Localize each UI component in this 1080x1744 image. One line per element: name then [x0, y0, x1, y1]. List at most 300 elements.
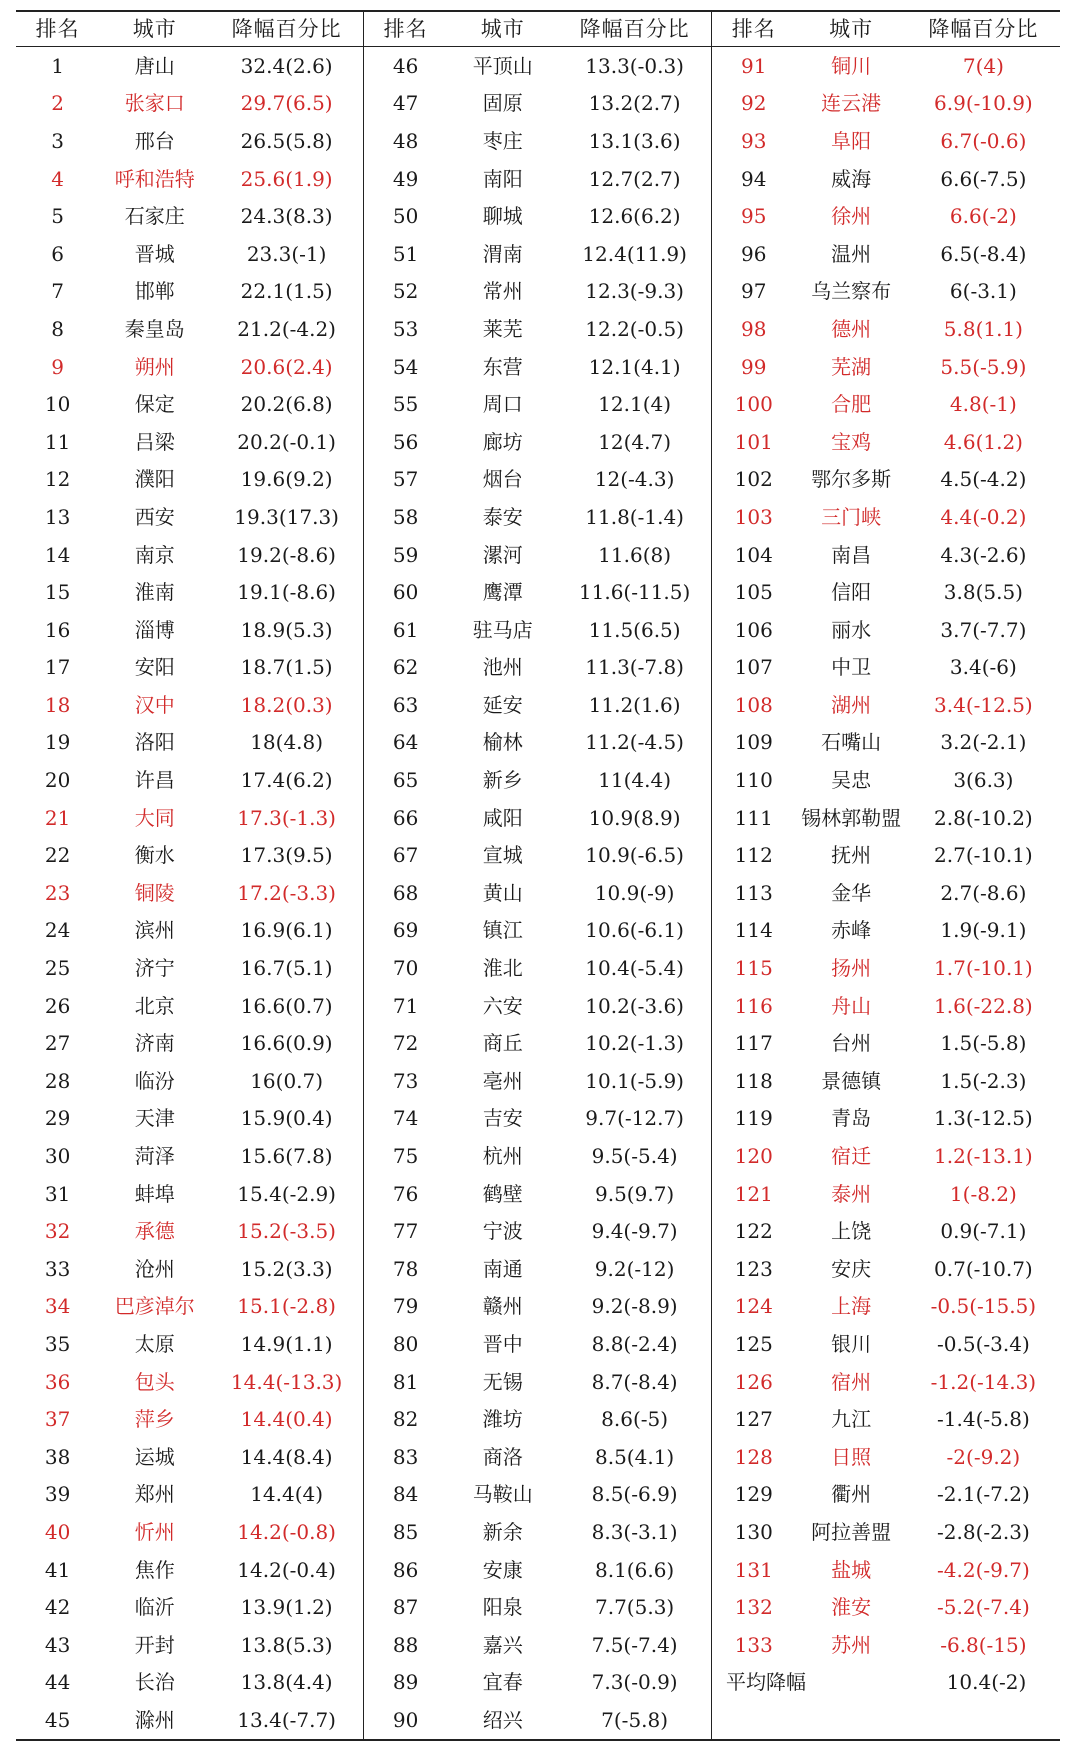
decline-percent-cell: 3.7(-7.7): [940, 617, 1027, 642]
rank-cell: 86: [392, 1557, 419, 1582]
rank-cell: 85: [392, 1519, 419, 1544]
city-cell: 合肥: [831, 392, 872, 417]
row-group: [364, 461, 712, 499]
rank-cell: 48: [392, 128, 419, 153]
row-group: [712, 1476, 1060, 1514]
city-cell: 鄂尔多斯: [811, 467, 892, 492]
rank-cell: 81: [392, 1369, 419, 1394]
city-cell: 蚌埠: [134, 1181, 175, 1206]
city-cell: 镇江: [482, 918, 523, 943]
city-cell: 朔州: [134, 354, 175, 379]
row-group: [364, 1062, 712, 1100]
row-group: [712, 611, 1060, 649]
city-cell: 济南: [134, 1031, 175, 1056]
city-cell: 南通: [482, 1256, 523, 1281]
decline-percent-cell: -2.1(-7.2): [937, 1482, 1030, 1507]
decline-percent-cell: 22.1(1.5): [240, 279, 333, 304]
rank-cell: 39: [44, 1482, 71, 1507]
table-row: [16, 461, 1060, 499]
rank-cell: 127: [734, 1407, 773, 1432]
rank-cell: 115: [734, 956, 773, 981]
city-cell: 唐山: [134, 53, 175, 78]
rank-cell: 28: [44, 1068, 71, 1093]
row-group: [16, 1363, 364, 1401]
city-cell: 景德镇: [821, 1068, 882, 1093]
city-cell: 焦作: [134, 1557, 175, 1582]
city-cell: 北京: [134, 993, 175, 1018]
rank-cell: 15: [44, 580, 71, 605]
row-group: [712, 949, 1060, 987]
decline-percent-cell: 17.4(6.2): [240, 768, 333, 793]
row-group: [16, 1288, 364, 1326]
header-group-2: [364, 12, 712, 46]
city-cell: 开封: [134, 1632, 175, 1657]
city-cell: 运城: [134, 1444, 175, 1469]
row-group: [712, 1701, 1060, 1739]
decline-percent-cell: 4.4(-0.2): [940, 504, 1027, 529]
city-cell: 南京: [134, 542, 175, 567]
decline-percent-cell: 18.7(1.5): [240, 655, 333, 680]
row-group: [16, 573, 364, 611]
table-row: [16, 1701, 1060, 1739]
rank-cell: 131: [734, 1557, 773, 1582]
city-cell: 商洛: [482, 1444, 523, 1469]
decline-percent-cell: 9.7(-12.7): [585, 1106, 684, 1131]
row-group: [712, 799, 1060, 837]
row-group: [16, 836, 364, 874]
row-group: [712, 197, 1060, 235]
decline-percent-cell: 17.2(-3.3): [237, 880, 336, 905]
row-group: [364, 1664, 712, 1702]
decline-percent-cell: 3.2(-2.1): [940, 730, 1027, 755]
rank-cell: 90: [392, 1707, 419, 1732]
rank-cell: 111: [734, 805, 773, 830]
decline-percent-cell: 5.5(-5.9): [940, 354, 1027, 379]
city-cell: 张家口: [124, 91, 185, 116]
decline-percent-cell: 16.6(0.9): [240, 1031, 333, 1056]
rank-cell: 119: [734, 1106, 773, 1131]
decline-percent-cell: 8.8(-2.4): [591, 1331, 678, 1356]
row-group: [16, 423, 364, 461]
average-decline-value: 10.4(-2): [946, 1670, 1027, 1695]
city-cell: 宜春: [482, 1670, 523, 1695]
row-group: [712, 348, 1060, 386]
city-cell: 亳州: [482, 1068, 523, 1093]
row-group: [364, 1626, 712, 1664]
city-cell: 宣城: [482, 843, 523, 868]
rank-cell: 14: [44, 542, 71, 567]
row-group: [364, 611, 712, 649]
city-cell: 固原: [482, 91, 523, 116]
row-group: [16, 1664, 364, 1702]
city-cell: 湖州: [831, 692, 872, 717]
city-cell: 宿迁: [831, 1144, 872, 1169]
rank-cell: 2: [51, 91, 64, 116]
city-cell: 太原: [134, 1331, 175, 1356]
decline-percent-cell: 8.6(-5): [601, 1407, 669, 1432]
row-group: [712, 160, 1060, 198]
table-row: [16, 1476, 1060, 1514]
row-group: [16, 724, 364, 762]
decline-percent-cell: 1.2(-13.1): [934, 1144, 1033, 1169]
decline-percent-cell: 1.3(-12.5): [934, 1106, 1033, 1131]
decline-percent-cell: 7(-5.8): [601, 1707, 669, 1732]
decline-percent-cell: 11.5(6.5): [588, 617, 681, 642]
table-row: [16, 1062, 1060, 1100]
decline-percent-cell: 15.2(3.3): [240, 1256, 333, 1281]
rank-cell: 10: [44, 392, 71, 417]
decline-percent-cell: 6(-3.1): [949, 279, 1017, 304]
row-group: [712, 1513, 1060, 1551]
city-cell: 新乡: [482, 768, 523, 793]
row-group: [16, 310, 364, 348]
rank-cell: 125: [734, 1331, 773, 1356]
decline-percent-cell: -0.5(-3.4): [937, 1331, 1030, 1356]
rank-cell: 123: [734, 1256, 773, 1281]
row-group: [16, 1137, 364, 1175]
decline-percent-cell: 2.8(-10.2): [934, 805, 1033, 830]
city-cell: 菏泽: [134, 1144, 175, 1169]
rank-cell: 55: [392, 392, 419, 417]
rank-cell: 94: [741, 166, 767, 191]
city-cell: 宝鸡: [831, 429, 872, 454]
decline-percent-cell: 11(4.4): [598, 768, 672, 793]
decline-percent-cell: 8.5(4.1): [595, 1444, 675, 1469]
row-group: [364, 649, 712, 687]
row-group: [16, 385, 364, 423]
city-cell: 温州: [831, 241, 872, 266]
city-cell: 杭州: [482, 1144, 523, 1169]
city-cell: 保定: [134, 392, 175, 417]
city-cell: 商丘: [482, 1031, 523, 1056]
table-row: [16, 799, 1060, 837]
row-group: [16, 461, 364, 499]
row-group: [364, 799, 712, 837]
city-cell: 金华: [831, 880, 872, 905]
city-cell: 鹰潭: [482, 580, 523, 605]
rank-cell: 69: [392, 918, 419, 943]
rank-cell: 8: [51, 316, 64, 341]
decline-percent-cell: 14.2(-0.8): [237, 1519, 336, 1544]
city-cell: 铜川: [831, 53, 872, 78]
row-group: [16, 1476, 364, 1514]
row-group: [364, 1400, 712, 1438]
decline-percent-cell: 14.4(8.4): [240, 1444, 333, 1469]
city-cell: 渭南: [482, 241, 523, 266]
decline-percent-cell: 18.2(0.3): [240, 692, 333, 717]
city-cell: 石嘴山: [821, 730, 882, 755]
decline-percent-cell: 13.4(-7.7): [237, 1707, 336, 1732]
decline-percent-cell: 15.6(7.8): [240, 1144, 333, 1169]
row-group: [712, 686, 1060, 724]
decline-percent-cell: 7(4): [962, 53, 1004, 78]
rank-cell: 73: [392, 1068, 419, 1093]
rank-cell: 80: [392, 1331, 419, 1356]
row-group: [16, 1212, 364, 1250]
city-cell: 常州: [482, 279, 523, 304]
header-decline-percent: 降幅百分比: [231, 16, 342, 41]
row-group: [364, 160, 712, 198]
rank-cell: 112: [734, 843, 773, 868]
row-group: [712, 724, 1060, 762]
city-cell: 三门峡: [821, 504, 882, 529]
rank-cell: 38: [44, 1444, 71, 1469]
decline-percent-cell: 25.6(1.9): [240, 166, 333, 191]
city-cell: 威海: [831, 166, 872, 191]
rank-cell: 76: [392, 1181, 419, 1206]
city-cell: 上海: [831, 1294, 872, 1319]
rank-cell: 92: [741, 91, 767, 116]
rank-cell: 17: [44, 655, 71, 680]
table-row: [16, 1513, 1060, 1551]
city-cell: 南阳: [482, 166, 523, 191]
city-cell: 榆林: [482, 730, 523, 755]
rank-cell: 37: [44, 1407, 71, 1432]
decline-percent-cell: 6.9(-10.9): [934, 91, 1033, 116]
row-group: [16, 1626, 364, 1664]
table-row: [16, 536, 1060, 574]
decline-percent-cell: 3.4(-6): [949, 655, 1017, 680]
row-group: [16, 686, 364, 724]
row-group: [16, 799, 364, 837]
city-cell: 新余: [482, 1519, 523, 1544]
rank-cell: 102: [734, 467, 773, 492]
table-row: [16, 85, 1060, 123]
rank-cell: 95: [741, 204, 767, 229]
decline-percent-cell: 3(6.3): [953, 768, 1014, 793]
city-cell: 芜湖: [831, 354, 872, 379]
header-group-1: [16, 12, 364, 46]
city-cell: 东营: [482, 354, 523, 379]
city-cell: 抚州: [831, 843, 872, 868]
rank-cell: 89: [392, 1670, 419, 1695]
city-cell: 池州: [482, 655, 523, 680]
decline-percent-cell: 12.1(4.1): [588, 354, 681, 379]
rank-cell: 130: [734, 1519, 773, 1544]
table-row: [16, 987, 1060, 1025]
header-decline-percent: 降幅百分比: [928, 16, 1039, 41]
row-group: [712, 1626, 1060, 1664]
row-group: [16, 235, 364, 273]
city-cell: 周口: [482, 392, 523, 417]
row-group: [16, 273, 364, 311]
row-group: [712, 874, 1060, 912]
decline-percent-cell: 13.9(1.2): [240, 1595, 333, 1620]
decline-percent-cell: 12.7(2.7): [588, 166, 681, 191]
rank-cell: 57: [392, 467, 419, 492]
row-group: [712, 461, 1060, 499]
row-group: [364, 385, 712, 423]
city-cell: 无锡: [482, 1369, 523, 1394]
row-group: [16, 649, 364, 687]
decline-percent-cell: 8.3(-3.1): [591, 1519, 678, 1544]
rank-cell: 45: [44, 1707, 71, 1732]
row-group: [712, 836, 1060, 874]
row-group: [364, 1513, 712, 1551]
city-cell: 邢台: [134, 128, 175, 153]
rank-cell: 22: [44, 843, 71, 868]
rank-cell: 4: [51, 166, 64, 191]
row-group: [364, 1137, 712, 1175]
decline-percent-cell: 16.6(0.7): [240, 993, 333, 1018]
rank-cell: 59: [392, 542, 419, 567]
city-cell: 咸阳: [482, 805, 523, 830]
table-row: [16, 1626, 1060, 1664]
row-group: [712, 987, 1060, 1025]
row-group: [364, 1438, 712, 1476]
table-row: [16, 310, 1060, 348]
decline-percent-cell: 15.1(-2.8): [237, 1294, 336, 1319]
table-row: [16, 761, 1060, 799]
decline-percent-cell: 19.3(17.3): [234, 504, 339, 529]
row-group: [364, 498, 712, 536]
table-body: [16, 47, 1060, 1739]
rank-cell: 104: [734, 542, 773, 567]
decline-percent-cell: 0.7(-10.7): [934, 1256, 1033, 1281]
decline-percent-cell: 12.1(4): [598, 392, 672, 417]
row-group: [16, 498, 364, 536]
header-group-3: [712, 12, 1060, 46]
rank-cell: 62: [392, 655, 419, 680]
rank-cell: 54: [392, 354, 419, 379]
city-cell: 嘉兴: [482, 1632, 523, 1657]
decline-percent-cell: 11.2(-4.5): [585, 730, 684, 755]
row-group: [16, 122, 364, 160]
city-cell: 聊城: [482, 204, 523, 229]
city-cell: 绍兴: [482, 1707, 523, 1732]
rank-cell: 106: [734, 617, 773, 642]
rank-cell: 23: [44, 880, 71, 905]
decline-percent-cell: 8.1(6.6): [595, 1557, 675, 1582]
row-group: [364, 573, 712, 611]
row-group: [712, 649, 1060, 687]
decline-percent-cell: -4.2(-9.7): [937, 1557, 1030, 1582]
city-cell: 衢州: [831, 1482, 872, 1507]
rank-cell: 101: [734, 429, 773, 454]
rank-cell: 58: [392, 504, 419, 529]
decline-percent-cell: 10.9(-6.5): [585, 843, 684, 868]
decline-percent-cell: 20.6(2.4): [240, 354, 333, 379]
city-cell: 济宁: [134, 956, 175, 981]
row-group: [16, 611, 364, 649]
rank-cell: 66: [392, 805, 419, 830]
row-group: [712, 1288, 1060, 1326]
decline-percent-cell: 13.8(4.4): [240, 1670, 333, 1695]
table-row: [16, 273, 1060, 311]
rank-cell: 51: [392, 241, 419, 266]
rank-cell: 122: [734, 1219, 773, 1244]
city-cell: 晋城: [134, 241, 175, 266]
city-cell: 滁州: [134, 1707, 175, 1732]
rank-cell: 63: [392, 692, 419, 717]
rank-cell: 50: [392, 204, 419, 229]
decline-percent-cell: 16.7(5.1): [240, 956, 333, 981]
city-cell: 中卫: [831, 655, 872, 680]
decline-percent-cell: -1.4(-5.8): [937, 1407, 1030, 1432]
decline-percent-cell: -2.8(-2.3): [937, 1519, 1030, 1544]
city-cell: 宿州: [831, 1369, 872, 1394]
row-group: [364, 1024, 712, 1062]
row-group: [712, 273, 1060, 311]
decline-percent-cell: 1.6(-22.8): [934, 993, 1033, 1018]
table-row: [16, 949, 1060, 987]
row-group: [712, 47, 1060, 85]
row-group: [364, 348, 712, 386]
table-row: [16, 611, 1060, 649]
rank-cell: 109: [734, 730, 773, 755]
decline-percent-cell: 12.4(11.9): [582, 241, 687, 266]
city-cell: 阜阳: [831, 128, 872, 153]
table-row: [16, 423, 1060, 461]
table-row: [16, 122, 1060, 160]
row-group: [364, 122, 712, 160]
decline-percent-cell: 9.4(-9.7): [591, 1219, 678, 1244]
row-group: [364, 949, 712, 987]
city-cell: 沧州: [134, 1256, 175, 1281]
header-rank: 排名: [35, 16, 80, 41]
city-cell: 潍坊: [482, 1407, 523, 1432]
rank-cell: 34: [44, 1294, 71, 1319]
decline-percent-cell: 3.4(-12.5): [934, 692, 1033, 717]
table-row: [16, 1288, 1060, 1326]
decline-percent-cell: 10.4(-5.4): [585, 956, 684, 981]
row-group: [712, 498, 1060, 536]
decline-percent-cell: 10.2(-1.3): [585, 1031, 684, 1056]
city-cell: 扬州: [831, 956, 872, 981]
decline-percent-cell: 13.8(5.3): [240, 1632, 333, 1657]
decline-percent-cell: 10.2(-3.6): [585, 993, 684, 1018]
rank-cell: 82: [392, 1407, 419, 1432]
table-row: [16, 1325, 1060, 1363]
rank-cell: 11: [44, 429, 71, 454]
city-cell: 淮北: [482, 956, 523, 981]
city-cell: 吴忠: [831, 768, 872, 793]
rank-cell: 114: [734, 918, 773, 943]
decline-percent-cell: 14.4(0.4): [240, 1407, 333, 1432]
rank-cell: 71: [392, 993, 419, 1018]
rank-cell: 110: [734, 768, 773, 793]
decline-percent-cell: 17.3(9.5): [240, 843, 333, 868]
decline-percent-cell: 8.7(-8.4): [591, 1369, 678, 1394]
decline-percent-cell: 19.2(-8.6): [237, 542, 336, 567]
decline-percent-cell: 32.4(2.6): [240, 53, 333, 78]
decline-percent-cell: -5.2(-7.4): [937, 1595, 1030, 1620]
table-row: [16, 348, 1060, 386]
table-row: [16, 724, 1060, 762]
row-group: [364, 536, 712, 574]
average-decline-label: 平均降幅: [725, 1670, 806, 1695]
row-group: [712, 122, 1060, 160]
rank-cell: 16: [44, 617, 71, 642]
rank-cell: 99: [741, 354, 767, 379]
city-cell: 漯河: [482, 542, 523, 567]
rank-cell: 6: [51, 241, 64, 266]
row-group: [364, 686, 712, 724]
city-cell: 台州: [831, 1031, 872, 1056]
decline-percent-cell: 17.3(-1.3): [237, 805, 336, 830]
decline-percent-cell: 10.1(-5.9): [585, 1068, 684, 1093]
city-cell: 安庆: [831, 1256, 872, 1281]
city-cell: 巴彦淖尔: [114, 1294, 195, 1319]
rank-cell: 18: [44, 692, 71, 717]
row-group: [712, 1100, 1060, 1138]
rank-cell: 91: [741, 53, 767, 78]
rank-cell: 9: [51, 354, 64, 379]
table-row: [16, 1175, 1060, 1213]
city-cell: 泰安: [482, 504, 523, 529]
rank-cell: 20: [44, 768, 71, 793]
table-row: [16, 573, 1060, 611]
